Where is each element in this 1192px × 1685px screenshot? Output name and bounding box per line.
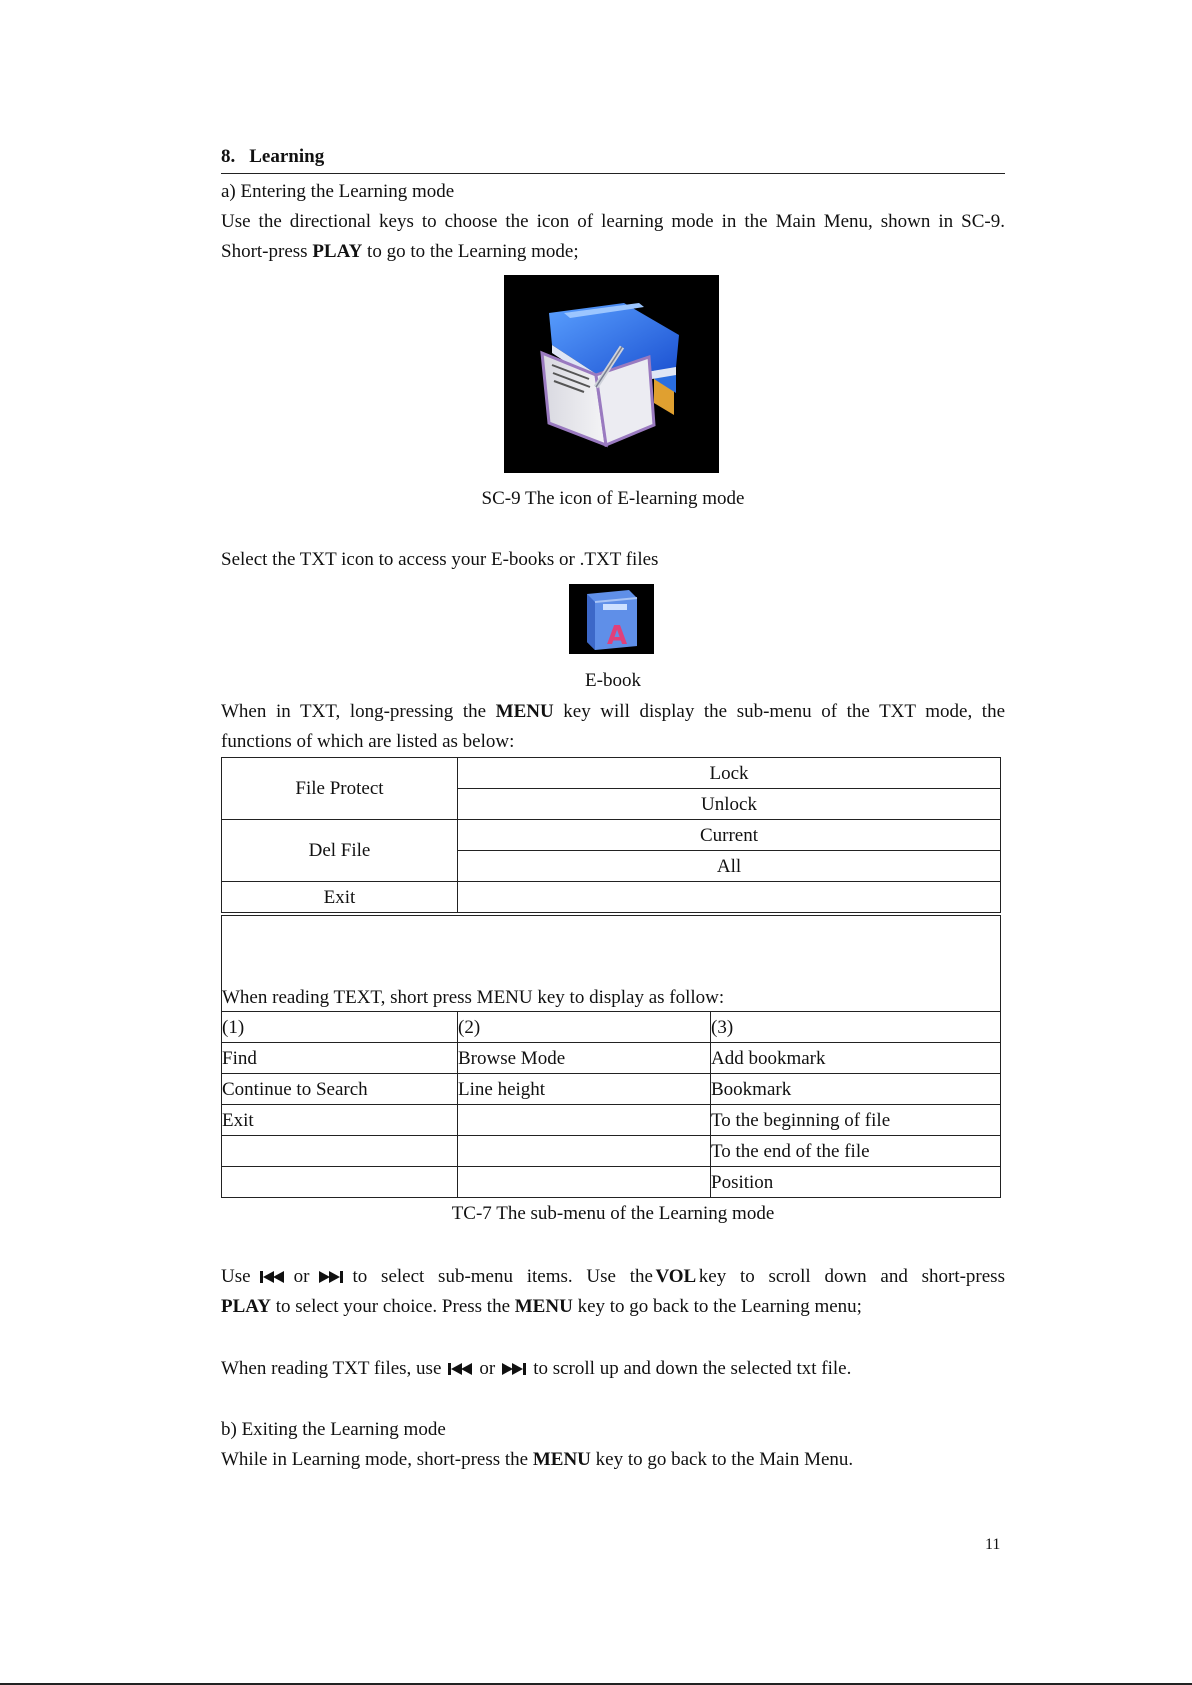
svg-text:A: A bbox=[607, 621, 628, 651]
table-cell: Exit bbox=[222, 882, 458, 913]
paragraph-line: Short-press PLAY to go to the Learning mode; bbox=[221, 241, 579, 262]
table-cell: Bookmark bbox=[711, 1074, 1001, 1105]
paragraph-line: Use the directional keys to choose the icon of learning mode in the Main Menu, shown in SC-9. bbox=[221, 211, 1005, 232]
table-cell bbox=[458, 1136, 711, 1167]
table-header: (2) bbox=[458, 1012, 711, 1043]
paragraph-line: PLAY to select your choice. Press the MENU key to go back to the Learning menu; bbox=[221, 1296, 862, 1317]
play-key-label: PLAY bbox=[221, 1296, 271, 1317]
table-header: (3) bbox=[711, 1012, 1001, 1043]
vol-key-label: VOL bbox=[655, 1266, 697, 1287]
reading-note: When reading TEXT, short press MENU key to display as follow: bbox=[222, 916, 1001, 1012]
table-header-row bbox=[222, 1012, 1001, 1043]
skip-next-icon bbox=[318, 1270, 344, 1284]
table-row bbox=[222, 1043, 1001, 1074]
menu-key-label: MENU bbox=[514, 1296, 573, 1317]
submenu-table bbox=[221, 757, 1001, 913]
paragraph-line: When reading TXT files, use or to scroll up and down the selected txt file. bbox=[221, 1358, 852, 1379]
paragraph-line: Select the TXT icon to access your E-books or .TXT files bbox=[221, 549, 659, 570]
table-cell: Browse Mode bbox=[458, 1043, 711, 1074]
table-row bbox=[222, 916, 1001, 1012]
heading-rule bbox=[221, 173, 1005, 174]
table-cell: Add bookmark bbox=[711, 1043, 1001, 1074]
reading-menu-table bbox=[221, 915, 1001, 1198]
table-row bbox=[222, 820, 1001, 851]
paragraph-line: Use or to select sub-menu items. Use the VOL key to scroll down and short-press bbox=[221, 1266, 1005, 1287]
menu-key-label: MENU bbox=[495, 701, 554, 722]
skip-previous-icon bbox=[259, 1270, 285, 1284]
skip-next-icon bbox=[501, 1362, 527, 1376]
menu-key-label: MENU bbox=[532, 1449, 591, 1470]
ebook-icon bbox=[569, 584, 654, 654]
table-row bbox=[222, 758, 1001, 789]
table-row bbox=[222, 1074, 1001, 1105]
page-number: 11 bbox=[985, 1536, 1001, 1553]
table-cell: Unlock bbox=[458, 789, 1001, 820]
table-cell: Del File bbox=[222, 820, 458, 882]
table-cell bbox=[222, 1167, 458, 1198]
subheading-exiting: b) Exiting the Learning mode bbox=[221, 1419, 446, 1440]
table-cell bbox=[458, 1105, 711, 1136]
table-cell: Line height bbox=[458, 1074, 711, 1105]
section-title: Learning bbox=[249, 146, 325, 167]
table-cell: File Protect bbox=[222, 758, 458, 820]
table-cell bbox=[458, 1167, 711, 1198]
table-cell: Position bbox=[711, 1167, 1001, 1198]
paragraph-line: While in Learning mode, short-press the MENU key to go back to the Main Menu. bbox=[221, 1449, 854, 1470]
skip-previous-icon bbox=[447, 1362, 473, 1376]
subheading-entering: a) Entering the Learning mode bbox=[221, 181, 455, 202]
table-cell: Current bbox=[458, 820, 1001, 851]
table-row bbox=[222, 882, 1001, 913]
table-cell: Lock bbox=[458, 758, 1001, 789]
table-cell: All bbox=[458, 851, 1001, 882]
learning-book-icon bbox=[504, 275, 719, 473]
table-row bbox=[222, 1105, 1001, 1136]
table-caption-tc7: TC-7 The sub-menu of the Learning mode bbox=[451, 1203, 775, 1224]
paragraph-line: When in TXT, long-pressing the MENU key will display the sub-menu of the TXT mode, the bbox=[221, 701, 1005, 722]
section-number: 8. bbox=[221, 146, 236, 167]
figure-caption-sc9: SC-9 The icon of E-learning mode bbox=[481, 488, 745, 509]
table-cell: Continue to Search bbox=[222, 1074, 458, 1105]
table-cell: Find bbox=[222, 1043, 458, 1074]
table-header: (1) bbox=[222, 1012, 458, 1043]
table-row bbox=[222, 1167, 1001, 1198]
table-cell: To the beginning of file bbox=[711, 1105, 1001, 1136]
table-cell: Exit bbox=[222, 1105, 458, 1136]
figure-caption-ebook: E-book bbox=[585, 670, 641, 691]
table-cell: To the end of the file bbox=[711, 1136, 1001, 1167]
table-row bbox=[222, 1136, 1001, 1167]
table-cell bbox=[222, 1136, 458, 1167]
table-cell bbox=[458, 882, 1001, 913]
paragraph-line: functions of which are listed as below: bbox=[221, 731, 515, 752]
play-key-label: PLAY bbox=[312, 241, 363, 262]
section-heading bbox=[221, 146, 324, 168]
